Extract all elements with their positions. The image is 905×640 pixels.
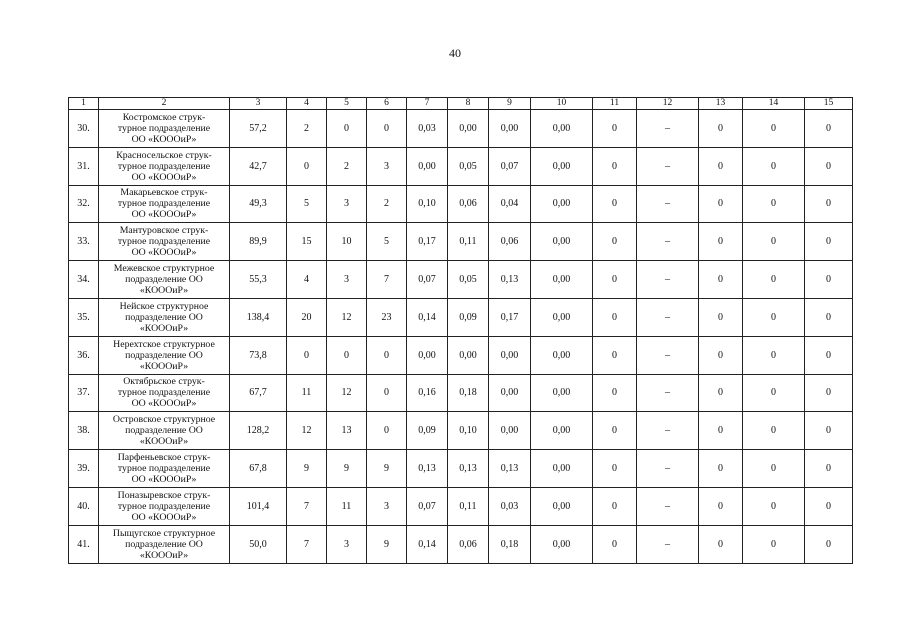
value-cell: 128,2 [230, 412, 287, 450]
organization-name-line: подразделение ОО [125, 425, 203, 437]
value-cell: 0 [743, 525, 805, 563]
value-cell: 0 [367, 110, 407, 148]
value-cell: 0 [805, 450, 853, 488]
value-cell: 0,04 [489, 185, 531, 223]
value-cell: – [637, 412, 699, 450]
value-cell: 0 [699, 223, 743, 261]
organization-name-line: подразделение ОО [125, 274, 203, 286]
value-cell: – [637, 298, 699, 336]
row-number-cell: 38. [69, 412, 99, 450]
value-cell: 0 [743, 450, 805, 488]
organization-name-line: Макарьевское струк- [120, 187, 208, 199]
value-cell: 0 [367, 336, 407, 374]
value-cell: 0 [593, 298, 637, 336]
organization-name-line: ОО «КОООиР» [131, 133, 197, 145]
value-cell: 0 [699, 110, 743, 148]
value-cell: 0,17 [407, 223, 448, 261]
value-cell: 0,18 [489, 525, 531, 563]
value-cell: 0,14 [407, 525, 448, 563]
value-cell: 0 [593, 223, 637, 261]
value-cell: 73,8 [230, 336, 287, 374]
row-number-cell: 34. [69, 261, 99, 299]
value-cell: 0 [743, 336, 805, 374]
column-header: 2 [99, 98, 230, 110]
value-cell: 0,09 [407, 412, 448, 450]
value-cell: 0 [593, 412, 637, 450]
value-cell: 0,00 [531, 525, 593, 563]
value-cell: 0,00 [531, 261, 593, 299]
value-cell: – [637, 223, 699, 261]
value-cell: 0 [699, 298, 743, 336]
value-cell: 0 [743, 223, 805, 261]
value-cell: 0 [699, 525, 743, 563]
value-cell: 0 [743, 110, 805, 148]
value-cell: 9 [287, 450, 327, 488]
value-cell: 3 [367, 487, 407, 525]
value-cell: 0 [593, 374, 637, 412]
organization-name-line: Островское структурное [112, 414, 216, 426]
value-cell: 0,13 [448, 450, 489, 488]
value-cell: 0 [699, 450, 743, 488]
value-cell: 0 [805, 374, 853, 412]
value-cell: 0 [805, 336, 853, 374]
value-cell: 0 [699, 336, 743, 374]
organization-name-line: турное подразделение [117, 500, 211, 512]
value-cell: 0,06 [489, 223, 531, 261]
organization-name-cell [99, 450, 230, 488]
value-cell: 0,00 [531, 110, 593, 148]
value-cell: 0,10 [407, 185, 448, 223]
value-cell: 50,0 [230, 525, 287, 563]
row-number-cell: 35. [69, 298, 99, 336]
organization-name-line: турное подразделение [117, 236, 211, 248]
value-cell: 13 [327, 412, 367, 450]
value-cell: 9 [367, 525, 407, 563]
value-cell: 7 [367, 261, 407, 299]
organization-name-line: Нейское структурное [119, 300, 209, 312]
value-cell: 0,13 [489, 261, 531, 299]
value-cell: 0 [699, 185, 743, 223]
organization-name-line: Костромское струк- [122, 111, 206, 123]
value-cell: 0 [593, 450, 637, 488]
table-row [69, 185, 853, 223]
value-cell: 9 [327, 450, 367, 488]
organization-name-cell [99, 374, 230, 412]
table-row [69, 223, 853, 261]
value-cell: 0,07 [489, 147, 531, 185]
page-number: 40 [449, 46, 461, 60]
value-cell: 0,05 [448, 261, 489, 299]
value-cell: – [637, 450, 699, 488]
organization-name-line: ОО «КОООиР» [131, 247, 197, 259]
value-cell: 7 [287, 525, 327, 563]
value-cell: 3 [327, 261, 367, 299]
value-cell: 49,3 [230, 185, 287, 223]
table-row [69, 487, 853, 525]
value-cell: – [637, 110, 699, 148]
organization-name-line: ОО «КОООиР» [131, 209, 197, 221]
organization-name-line: «КОООиР» [139, 285, 189, 297]
organization-name-line: Поназыревское струк- [117, 489, 211, 501]
value-cell: 20 [287, 298, 327, 336]
value-cell: – [637, 261, 699, 299]
value-cell: 0,18 [448, 374, 489, 412]
value-cell: 0 [593, 185, 637, 223]
organization-name-cell [99, 525, 230, 563]
organization-name-line: ОО «КОООиР» [131, 171, 197, 183]
value-cell: 11 [327, 487, 367, 525]
value-cell: – [637, 336, 699, 374]
value-cell: 89,9 [230, 223, 287, 261]
value-cell: – [637, 525, 699, 563]
value-cell: 0,06 [448, 525, 489, 563]
value-cell: 10 [327, 223, 367, 261]
value-cell: 0,00 [448, 336, 489, 374]
value-cell: 0,13 [407, 450, 448, 488]
value-cell: 0 [743, 412, 805, 450]
table-row [69, 298, 853, 336]
value-cell: 0 [593, 487, 637, 525]
column-header: 13 [699, 98, 743, 110]
value-cell: 0,17 [489, 298, 531, 336]
column-header: 7 [407, 98, 448, 110]
value-cell: 0 [805, 412, 853, 450]
value-cell: 0 [593, 110, 637, 148]
value-cell: 0,00 [407, 336, 448, 374]
organization-name-line: турное подразделение [117, 122, 211, 134]
organization-name-line: Нерехтское структурное [113, 338, 215, 350]
value-cell: 0,00 [531, 185, 593, 223]
value-cell: 0 [287, 147, 327, 185]
value-cell: 0 [805, 487, 853, 525]
column-header: 6 [367, 98, 407, 110]
value-cell: – [637, 147, 699, 185]
row-number-cell: 32. [69, 185, 99, 223]
organization-name-line: турное подразделение [117, 387, 211, 399]
value-cell: 0,07 [407, 261, 448, 299]
value-cell: 11 [287, 374, 327, 412]
column-header: 10 [531, 98, 593, 110]
organization-name-line: Парфеньевское струк- [117, 452, 211, 464]
table-row [69, 261, 853, 299]
value-cell: 3 [327, 185, 367, 223]
value-cell: 0,00 [448, 110, 489, 148]
value-cell: 0 [593, 525, 637, 563]
value-cell: 0,00 [489, 110, 531, 148]
value-cell: 0,05 [448, 147, 489, 185]
value-cell: 0,03 [489, 487, 531, 525]
value-cell: 0 [593, 336, 637, 374]
value-cell: 0,11 [448, 487, 489, 525]
value-cell: 67,7 [230, 374, 287, 412]
value-cell: 0,00 [531, 487, 593, 525]
value-cell: 0 [327, 336, 367, 374]
value-cell: 0 [367, 412, 407, 450]
column-header: 1 [69, 98, 99, 110]
organization-name-line: турное подразделение [117, 160, 211, 172]
table-row [69, 374, 853, 412]
organization-name-line: подразделение ОО [125, 538, 203, 550]
organization-name-line: «КОООиР» [139, 360, 189, 372]
value-cell: 0,00 [489, 336, 531, 374]
organization-name-line: турное подразделение [117, 198, 211, 210]
value-cell: 0 [743, 147, 805, 185]
column-header: 15 [805, 98, 853, 110]
value-cell: 0,06 [448, 185, 489, 223]
value-cell: 0 [287, 336, 327, 374]
column-header: 3 [230, 98, 287, 110]
value-cell: 0 [805, 110, 853, 148]
value-cell: 0,00 [531, 298, 593, 336]
table-row [69, 412, 853, 450]
value-cell: 0,10 [448, 412, 489, 450]
value-cell: 3 [327, 525, 367, 563]
value-cell: 12 [327, 298, 367, 336]
value-cell: 0 [367, 374, 407, 412]
row-number-cell: 36. [69, 336, 99, 374]
value-cell: 0,00 [531, 450, 593, 488]
header-row [69, 98, 853, 110]
value-cell: 0 [743, 298, 805, 336]
value-cell: 5 [367, 223, 407, 261]
value-cell: 0 [593, 261, 637, 299]
value-cell: 0 [743, 374, 805, 412]
organization-name-line: ОО «КОООиР» [131, 474, 197, 486]
organization-name-line: Пыщугское структурное [112, 527, 216, 539]
value-cell: 0 [699, 261, 743, 299]
organization-name-line: «КОООиР» [139, 549, 189, 561]
table-row [69, 110, 853, 148]
row-number-cell: 33. [69, 223, 99, 261]
value-cell: 0 [699, 147, 743, 185]
value-cell: 0 [805, 525, 853, 563]
value-cell: 23 [367, 298, 407, 336]
organization-name-line: Красносельское струк- [116, 149, 212, 161]
column-header: 12 [637, 98, 699, 110]
row-number-cell: 30. [69, 110, 99, 148]
value-cell: 2 [287, 110, 327, 148]
table-row [69, 450, 853, 488]
value-cell: 0 [805, 185, 853, 223]
value-cell: 0,13 [489, 450, 531, 488]
value-cell: 138,4 [230, 298, 287, 336]
row-number-cell: 41. [69, 525, 99, 563]
table-row [69, 336, 853, 374]
column-header: 5 [327, 98, 367, 110]
organization-name-cell [99, 110, 230, 148]
value-cell: 0,00 [489, 412, 531, 450]
value-cell: 0,00 [531, 374, 593, 412]
value-cell: 0,00 [531, 336, 593, 374]
value-cell: 15 [287, 223, 327, 261]
organization-name-cell [99, 487, 230, 525]
value-cell: 67,8 [230, 450, 287, 488]
row-number-cell: 31. [69, 147, 99, 185]
value-cell: 0 [743, 261, 805, 299]
value-cell: 0,00 [531, 223, 593, 261]
row-number-cell: 40. [69, 487, 99, 525]
value-cell: 0,16 [407, 374, 448, 412]
value-cell: 42,7 [230, 147, 287, 185]
value-cell: 0 [327, 110, 367, 148]
value-cell: 3 [367, 147, 407, 185]
value-cell: 0 [805, 298, 853, 336]
organization-name-cell [99, 185, 230, 223]
organization-name-line: «КОООиР» [139, 322, 189, 334]
organization-name-line: подразделение ОО [125, 311, 203, 323]
table-body [69, 110, 853, 564]
value-cell: 0,00 [407, 147, 448, 185]
value-cell: 0,11 [448, 223, 489, 261]
value-cell: 0,00 [489, 374, 531, 412]
value-cell: – [637, 487, 699, 525]
value-cell: – [637, 185, 699, 223]
value-cell: 0 [805, 261, 853, 299]
value-cell: 0 [805, 223, 853, 261]
organization-name-cell [99, 336, 230, 374]
organization-name-line: подразделение ОО [125, 349, 203, 361]
value-cell: 0 [743, 185, 805, 223]
column-header: 8 [448, 98, 489, 110]
value-cell: 0,09 [448, 298, 489, 336]
row-number-cell: 37. [69, 374, 99, 412]
value-cell: 9 [367, 450, 407, 488]
organization-name-cell [99, 412, 230, 450]
value-cell: 0 [805, 147, 853, 185]
organization-name-line: турное подразделение [117, 463, 211, 475]
table-row [69, 525, 853, 563]
column-header: 9 [489, 98, 531, 110]
organization-name-cell [99, 261, 230, 299]
value-cell: – [637, 374, 699, 412]
organization-name-line: Октябрьское струк- [123, 376, 205, 388]
value-cell: 5 [287, 185, 327, 223]
value-cell: 0,03 [407, 110, 448, 148]
organization-name-line: ОО «КОООиР» [131, 398, 197, 410]
value-cell: 55,3 [230, 261, 287, 299]
value-cell: 0 [699, 487, 743, 525]
column-header: 4 [287, 98, 327, 110]
value-cell: 2 [327, 147, 367, 185]
value-cell: 0,14 [407, 298, 448, 336]
row-number-cell: 39. [69, 450, 99, 488]
column-header: 11 [593, 98, 637, 110]
value-cell: 0 [593, 147, 637, 185]
value-cell: 0,00 [531, 412, 593, 450]
table-row [69, 147, 853, 185]
value-cell: 7 [287, 487, 327, 525]
value-cell: 4 [287, 261, 327, 299]
value-cell: 12 [327, 374, 367, 412]
value-cell: 101,4 [230, 487, 287, 525]
organization-name-cell [99, 298, 230, 336]
value-cell: 0 [699, 374, 743, 412]
value-cell: 57,2 [230, 110, 287, 148]
organization-name-line: «КОООиР» [139, 436, 189, 448]
value-cell: 0,07 [407, 487, 448, 525]
value-cell: 0,00 [531, 147, 593, 185]
organization-name-cell [99, 223, 230, 261]
value-cell: 0 [743, 487, 805, 525]
column-header: 14 [743, 98, 805, 110]
data-table [68, 97, 853, 564]
organization-name-line: ОО «КОООиР» [131, 511, 197, 523]
organization-name-line: Межевское структурное [113, 263, 215, 275]
value-cell: 2 [367, 185, 407, 223]
organization-name-line: Мантуровское струк- [119, 225, 209, 237]
value-cell: 12 [287, 412, 327, 450]
value-cell: 0 [699, 412, 743, 450]
organization-name-cell [99, 147, 230, 185]
